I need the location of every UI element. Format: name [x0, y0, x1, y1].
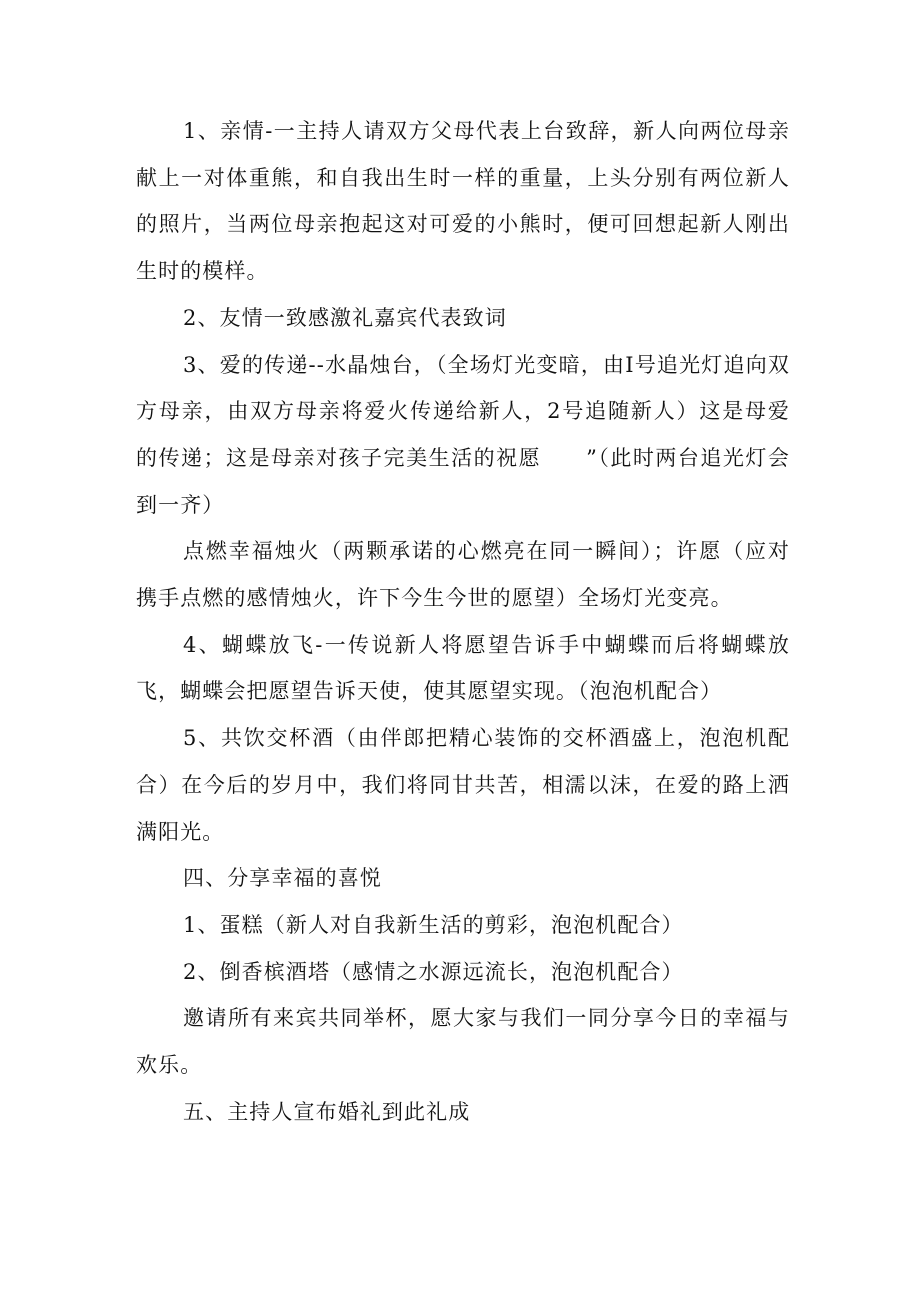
- paragraph-toast-invitation: 邀请所有来宾共同举杯，愿大家与我们一同分享今日的幸福与欢乐。: [136, 1006, 790, 1078]
- paragraph-champagne-tower: 2、倒香槟酒塔（感情之水源远流长，泡泡机配合）: [183, 959, 684, 984]
- paragraph-friendship: 2、友情一致感激礼嘉宾代表致词: [183, 305, 507, 330]
- paragraph-cake: 1、蛋糕（新人对自我新生活的剪彩，泡泡机配合）: [183, 912, 684, 937]
- section-heading-ceremony-complete: 五、主持人宣布婚礼到此礼成: [183, 1099, 471, 1124]
- paragraph-light-candle: 点燃幸福烛火（两颗承诺的心燃亮在同一瞬间）；许愿（应对携手点燃的感情烛火，许下今生今世的愿望）全场灯光变亮。: [136, 539, 790, 611]
- paragraph-cross-cup-wine: 5、共饮交杯酒（由伴郎把精心装饰的交杯酒盛上，泡泡机配合）在今后的岁月中，我们将同甘共苦，相濡以沫，在爱的路上洒满阳光。: [136, 726, 790, 844]
- paragraph-butterfly-release: 4、蝴蝶放飞-一传说新人将愿望告诉手中蝴蝶而后将蝴蝶放飞，蝴蝶会把愿望告诉天使，使其愿望实现。（泡泡机配合）: [136, 632, 790, 704]
- paragraph-family-love: 1、亲情-一主持人请双方父母代表上台致辞，新人向两位母亲献上一对体重熊，和自我出生时一样的重量，上头分别有两位新人的照片，当两位母亲抱起这对可爱的小熊时，便可回想起新人刚出生时的模样。: [136, 119, 790, 284]
- paragraph-candle-relay: 3、爱的传递--水晶烛台，（全场灯光变暗，由I号追光灯追向双方母亲，由双方母亲将爱火传递给新人，2号追随新人）这是母爱的传递；这是母亲对孩子完美生活的祝愿 ”（此时两台追光灯会到一齐）: [136, 352, 790, 517]
- document-body: [136, 108, 790, 1135]
- section-heading-share-joy: 四、分享幸福的喜悦: [183, 866, 382, 891]
